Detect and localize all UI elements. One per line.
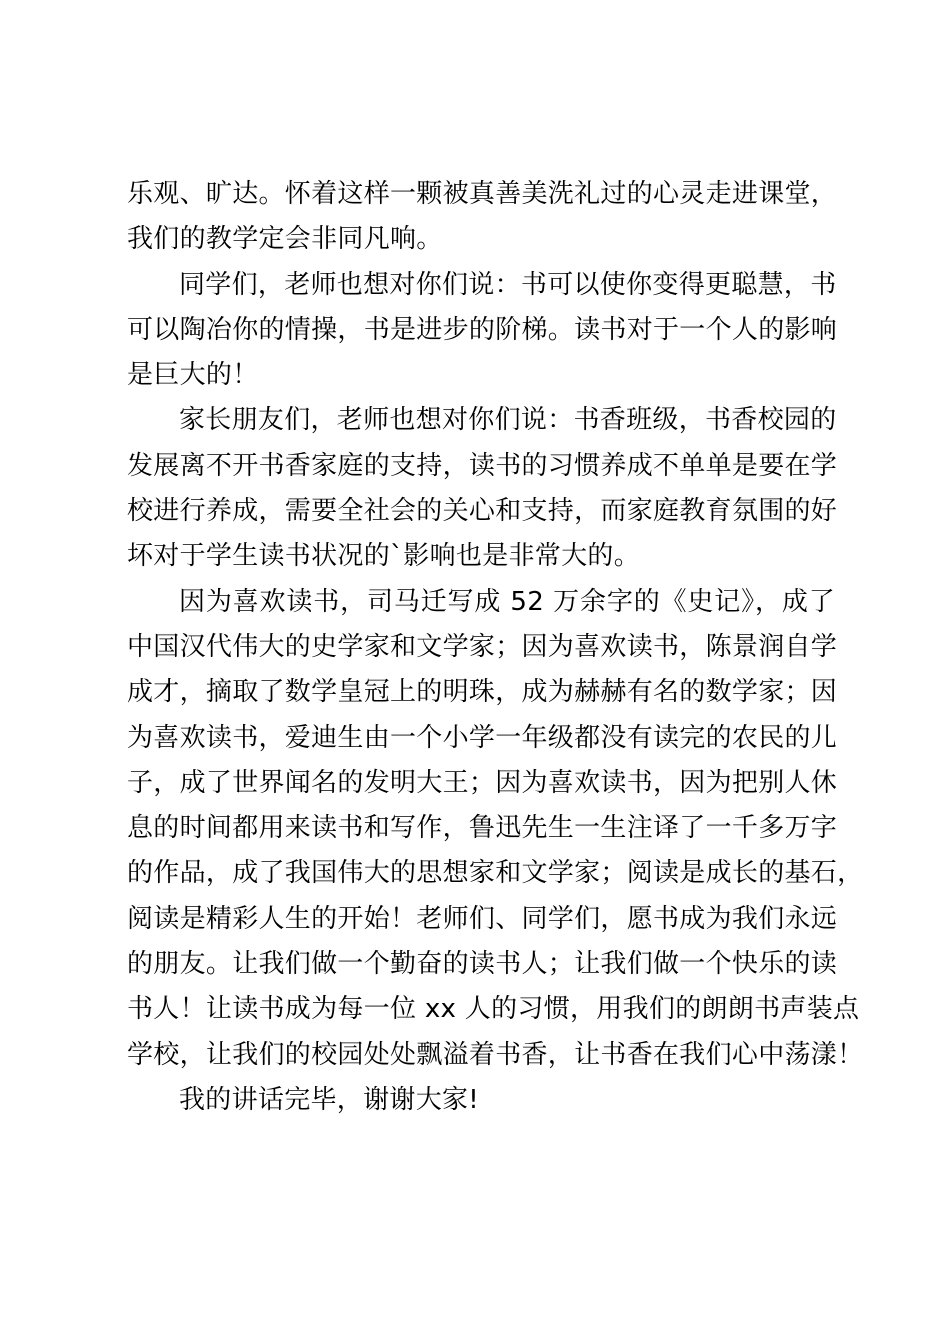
document-body — [127, 172, 864, 1123]
text-line: 可以陶冶你的情操，书是进步的阶梯。读书对于一个人的影响 — [127, 314, 838, 345]
text-line: 因为喜欢读书，司马迁写成 52 万余字的《史记》，成了 — [179, 586, 835, 617]
text-line: 乐观、旷达。怀着这样一颗被真善美洗礼过的心灵走进课堂， — [127, 179, 838, 209]
text-line: 家长朋友们，老师也想对你们说：书香班级，书香校园的 — [179, 405, 837, 436]
text-line: 我们的教学定会非同凡响。 — [127, 224, 443, 255]
paragraph-1 — [127, 172, 838, 263]
text-line: 学校，让我们的校园处处飘溢着书香，让书香在我们心中荡漾！ — [127, 1039, 864, 1070]
text-line: 同学们，老师也想对你们说：书可以使你变得更聪慧，书 — [179, 269, 837, 300]
text-line: 的作品，成了我国伟大的思想家和文学家；阅读是成长的基石， — [127, 858, 864, 889]
text-line: 中国汉代伟大的史学家和文学家；因为喜欢读书，陈景润自学 — [127, 631, 838, 662]
text-line: 息的时间都用来读书和写作，鲁迅先生一生注译了一千多万字 — [127, 813, 838, 844]
text-line: 我的讲话完毕，谢谢大家! — [179, 1084, 480, 1115]
text-line: 是巨大的！ — [127, 360, 259, 391]
paragraph-3 — [127, 398, 838, 579]
text-line: 为喜欢读书，爱迪生由一个小学一年级都没有读完的农民的儿 — [127, 722, 838, 753]
paragraph-5 — [127, 1078, 835, 1123]
paragraph-4 — [127, 580, 864, 1078]
text-line: 的朋友。让我们做一个勤奋的读书人；让我们做一个快乐的读 — [127, 949, 838, 980]
text-line: 校进行养成，需要全社会的关心和支持，而家庭教育氛围的好 — [127, 496, 838, 527]
text-line: 坏对于学生读书状况的`影响也是非常大的。 — [127, 541, 641, 572]
text-line: 成才，摘取了数学皇冠上的明珠，成为赫赫有名的数学家；因 — [127, 677, 838, 708]
text-line: 子，成了世界闻名的发明大王；因为喜欢读书，因为把别人休 — [127, 767, 838, 798]
paragraph-2 — [127, 263, 838, 399]
text-line: 书人！让读书成为每一位 xx 人的习惯，用我们的朗朗书声装点 — [127, 994, 860, 1025]
text-line: 发展离不开书香家庭的支持，读书的习惯养成不单单是要在学 — [127, 450, 838, 481]
text-line: 阅读是精彩人生的开始！老师们、同学们，愿书成为我们永远 — [127, 903, 838, 934]
